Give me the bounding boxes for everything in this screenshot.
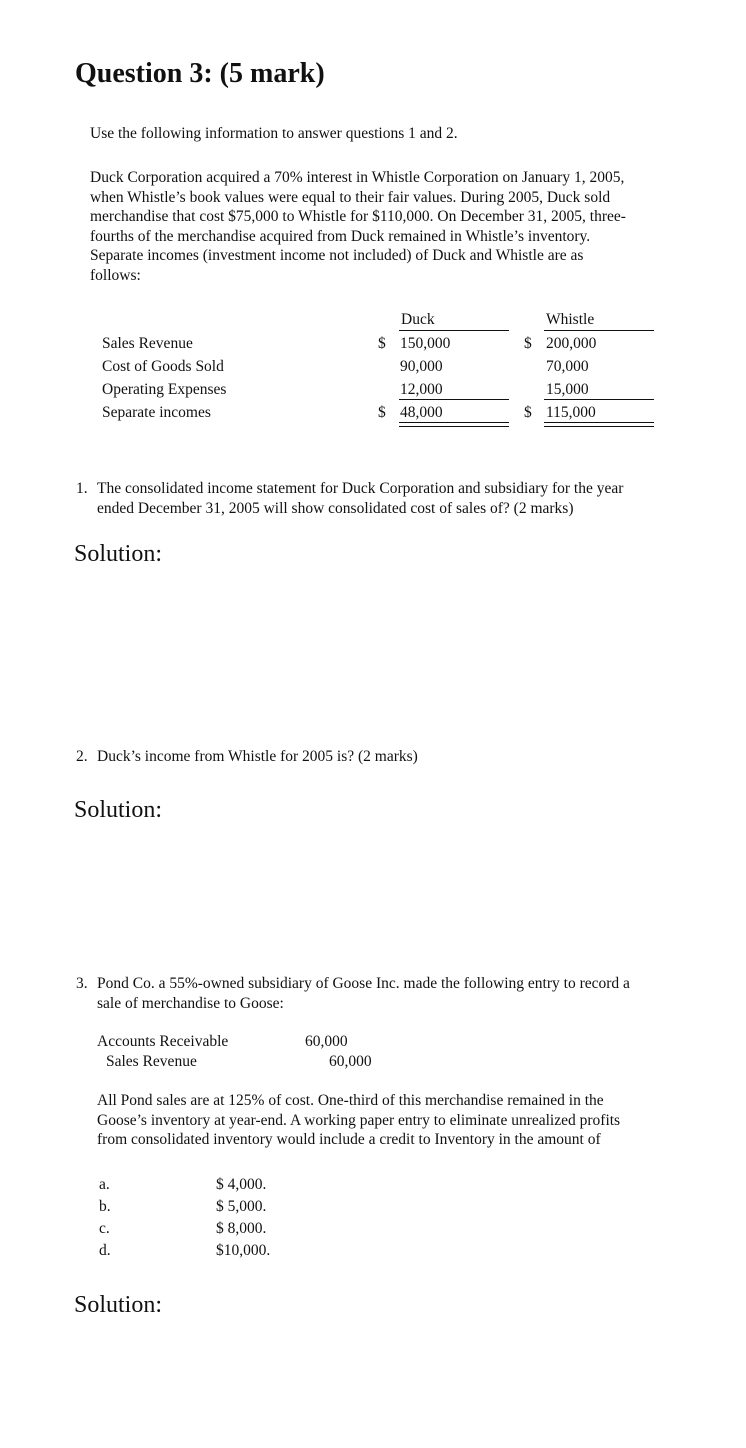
option-letter: b. xyxy=(99,1198,111,1215)
question-3-body-line: Goose’s inventory at year-end. A working paper entry to eliminate unrealized profits xyxy=(97,1111,621,1129)
duck-value: 12,000 xyxy=(400,381,443,398)
whistle-value: 70,000 xyxy=(546,358,589,375)
scenario-line: when Whistle’s book values were equal to their fair values. During 2005, Duck sold xyxy=(90,188,611,206)
question-1-line: The consolidated income statement for Duck Corporation and subsidiary for the year xyxy=(97,480,624,497)
question-3-line: Pond Co. a 55%-owned subsidiary of Goose Inc. made the following entry to record a xyxy=(97,975,630,992)
question-3-number: 3. xyxy=(76,975,88,992)
question-1-text xyxy=(97,479,623,518)
whistle-value: 200,000 xyxy=(546,335,597,352)
total-double-rule-whistle xyxy=(544,422,654,427)
solution-label-3: Solution: xyxy=(74,1292,163,1318)
question-2-text: Duck’s income from Whistle for 2005 is? (2 marks) xyxy=(97,748,418,765)
total-double-rule-duck xyxy=(399,422,509,427)
question-2-number: 2. xyxy=(76,748,88,765)
credit-account: Sales Revenue xyxy=(106,1053,197,1070)
dollar-sign: $ xyxy=(524,404,532,421)
whistle-value: 115,000 xyxy=(546,404,596,421)
credit-amount: 60,000 xyxy=(329,1053,372,1070)
option-letter: d. xyxy=(99,1242,111,1259)
solution-label-2: Solution: xyxy=(74,797,163,823)
question-3-text xyxy=(97,974,630,1013)
header-rule-whistle xyxy=(544,330,654,331)
option-value: $10,000. xyxy=(216,1242,271,1259)
duck-value: 150,000 xyxy=(400,335,451,352)
question-3-body-line: All Pond sales are at 125% of cost. One-third of this merchandise remained in the xyxy=(97,1092,604,1109)
duck-value: 48,000 xyxy=(400,404,443,421)
scenario-line: fourths of the merchandise acquired from Duck remained in Whistle’s inventory. xyxy=(90,227,591,245)
scenario-line: Duck Corporation acquired a 70% interest in Whistle Corporation on January 1, 2005, xyxy=(90,169,625,186)
subtotal-rule-duck xyxy=(399,399,509,400)
dollar-sign: $ xyxy=(378,404,386,421)
dollar-sign: $ xyxy=(378,335,386,352)
question-3-body xyxy=(97,1091,620,1150)
subtotal-rule-whistle xyxy=(544,399,654,400)
intro-text: Use the following information to answer questions 1 and 2. xyxy=(90,125,458,142)
option-value: $ 4,000. xyxy=(216,1176,267,1193)
question-1-line: ended December 31, 2005 will show consolidated cost of sales of? (2 marks) xyxy=(97,499,574,517)
scenario-line: follows: xyxy=(90,266,141,284)
whistle-value: 15,000 xyxy=(546,381,589,398)
header-rule-duck xyxy=(399,330,509,331)
option-letter: c. xyxy=(99,1220,110,1237)
option-value: $ 5,000. xyxy=(216,1198,267,1215)
scenario-paragraph xyxy=(90,168,626,285)
question-1-number: 1. xyxy=(76,480,88,497)
dollar-sign: $ xyxy=(524,335,532,352)
scenario-line: merchandise that cost $75,000 to Whistle for $110,000. On December 31, 2005, three- xyxy=(90,208,626,225)
row-label: Separate incomes xyxy=(102,404,211,421)
column-header-whistle: Whistle xyxy=(546,311,595,328)
scenario-line: Separate incomes (investment income not included) of Duck and Whistle are as xyxy=(90,247,584,264)
option-letter: a. xyxy=(99,1176,110,1193)
row-label: Operating Expenses xyxy=(102,381,227,398)
column-header-duck: Duck xyxy=(401,311,435,328)
debit-amount: 60,000 xyxy=(305,1033,348,1050)
row-label: Sales Revenue xyxy=(102,335,193,352)
question-3-line: sale of merchandise to Goose: xyxy=(97,994,284,1012)
row-label: Cost of Goods Sold xyxy=(102,358,224,375)
question-title: Question 3: (5 mark) xyxy=(75,58,325,89)
question-3-body-line: from consolidated inventory would include a credit to Inventory in the amount of xyxy=(97,1131,601,1148)
option-value: $ 8,000. xyxy=(216,1220,267,1237)
duck-value: 90,000 xyxy=(400,358,443,375)
debit-account: Accounts Receivable xyxy=(97,1033,229,1050)
solution-label-1: Solution: xyxy=(74,541,163,567)
